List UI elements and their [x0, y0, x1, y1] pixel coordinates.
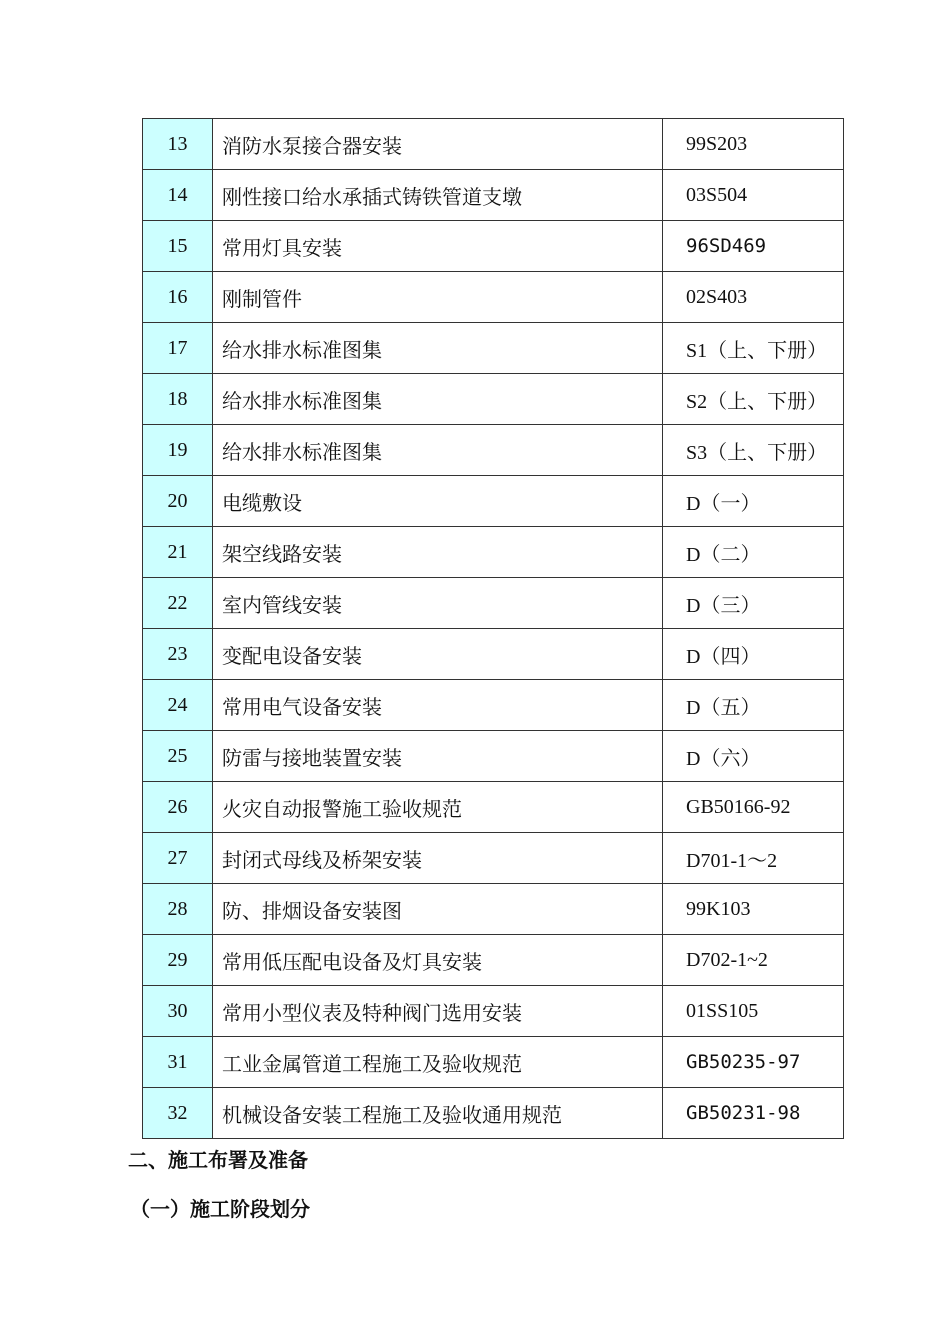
row-number: 25 [143, 731, 213, 782]
table-row [143, 986, 844, 1037]
row-code: D（二） [663, 527, 844, 578]
table-row [143, 476, 844, 527]
table-row [143, 170, 844, 221]
row-code: D（一） [663, 476, 844, 527]
table-row [143, 833, 844, 884]
row-title: 工业金属管道工程施工及验收规范 [213, 1037, 663, 1088]
row-code: D（六） [663, 731, 844, 782]
row-title: 机械设备安装工程施工及验收通用规范 [213, 1088, 663, 1139]
row-number: 32 [143, 1088, 213, 1139]
row-number: 15 [143, 221, 213, 272]
table-row [143, 731, 844, 782]
row-number: 27 [143, 833, 213, 884]
row-number: 22 [143, 578, 213, 629]
row-number: 23 [143, 629, 213, 680]
table-row [143, 374, 844, 425]
row-code: 02S403 [663, 272, 844, 323]
row-number: 28 [143, 884, 213, 935]
row-code: GB50166-92 [663, 782, 844, 833]
row-title: 给水排水标准图集 [213, 374, 663, 425]
row-number: 30 [143, 986, 213, 1037]
standards-table [142, 118, 844, 1139]
table-row [143, 680, 844, 731]
table-row [143, 629, 844, 680]
row-title: 室内管线安装 [213, 578, 663, 629]
row-number: 18 [143, 374, 213, 425]
row-title: 常用低压配电设备及灯具安装 [213, 935, 663, 986]
table-row [143, 323, 844, 374]
row-title: 刚制管件 [213, 272, 663, 323]
row-code: GB50231-98 [663, 1088, 844, 1139]
row-code: 01SS105 [663, 986, 844, 1037]
table-row [143, 1037, 844, 1088]
section-heading: 二、施工布署及准备 [128, 1148, 308, 1172]
table-row [143, 272, 844, 323]
table-row [143, 578, 844, 629]
row-title: 刚性接口给水承插式铸铁管道支墩 [213, 170, 663, 221]
row-number: 29 [143, 935, 213, 986]
row-code: D702-1~2 [663, 935, 844, 986]
row-title: 架空线路安装 [213, 527, 663, 578]
row-number: 14 [143, 170, 213, 221]
subsection-heading: （一）施工阶段划分 [130, 1197, 310, 1221]
row-code: GB50235-97 [663, 1037, 844, 1088]
row-number: 26 [143, 782, 213, 833]
table-row [143, 425, 844, 476]
row-title: 常用灯具安装 [213, 221, 663, 272]
row-code: 03S504 [663, 170, 844, 221]
row-number: 20 [143, 476, 213, 527]
row-title: 变配电设备安装 [213, 629, 663, 680]
row-number: 13 [143, 119, 213, 170]
row-title: 封闭式母线及桥架安装 [213, 833, 663, 884]
table-row [143, 527, 844, 578]
row-code: D701-1～2 [663, 833, 844, 884]
row-code: 99K103 [663, 884, 844, 935]
row-number: 17 [143, 323, 213, 374]
row-title: 常用小型仪表及特种阀门选用安装 [213, 986, 663, 1037]
row-title: 消防水泵接合器安装 [213, 119, 663, 170]
row-number: 31 [143, 1037, 213, 1088]
table-row [143, 884, 844, 935]
table-row [143, 935, 844, 986]
row-code: D（四） [663, 629, 844, 680]
row-code: 96SD469 [663, 221, 844, 272]
row-title: 电缆敷设 [213, 476, 663, 527]
row-title: 常用电气设备安装 [213, 680, 663, 731]
row-title: 防、排烟设备安装图 [213, 884, 663, 935]
row-code: S1（上、下册） [663, 323, 844, 374]
table-row [143, 782, 844, 833]
row-code: D（三） [663, 578, 844, 629]
row-title: 火灾自动报警施工验收规范 [213, 782, 663, 833]
row-title: 给水排水标准图集 [213, 425, 663, 476]
row-code: S3（上、下册） [663, 425, 844, 476]
table-row [143, 221, 844, 272]
row-title: 防雷与接地装置安装 [213, 731, 663, 782]
table-row [143, 1088, 844, 1139]
row-number: 24 [143, 680, 213, 731]
table-row [143, 119, 844, 170]
row-title: 给水排水标准图集 [213, 323, 663, 374]
row-number: 21 [143, 527, 213, 578]
row-code: 99S203 [663, 119, 844, 170]
row-code: D（五） [663, 680, 844, 731]
row-number: 16 [143, 272, 213, 323]
row-number: 19 [143, 425, 213, 476]
row-code: S2（上、下册） [663, 374, 844, 425]
